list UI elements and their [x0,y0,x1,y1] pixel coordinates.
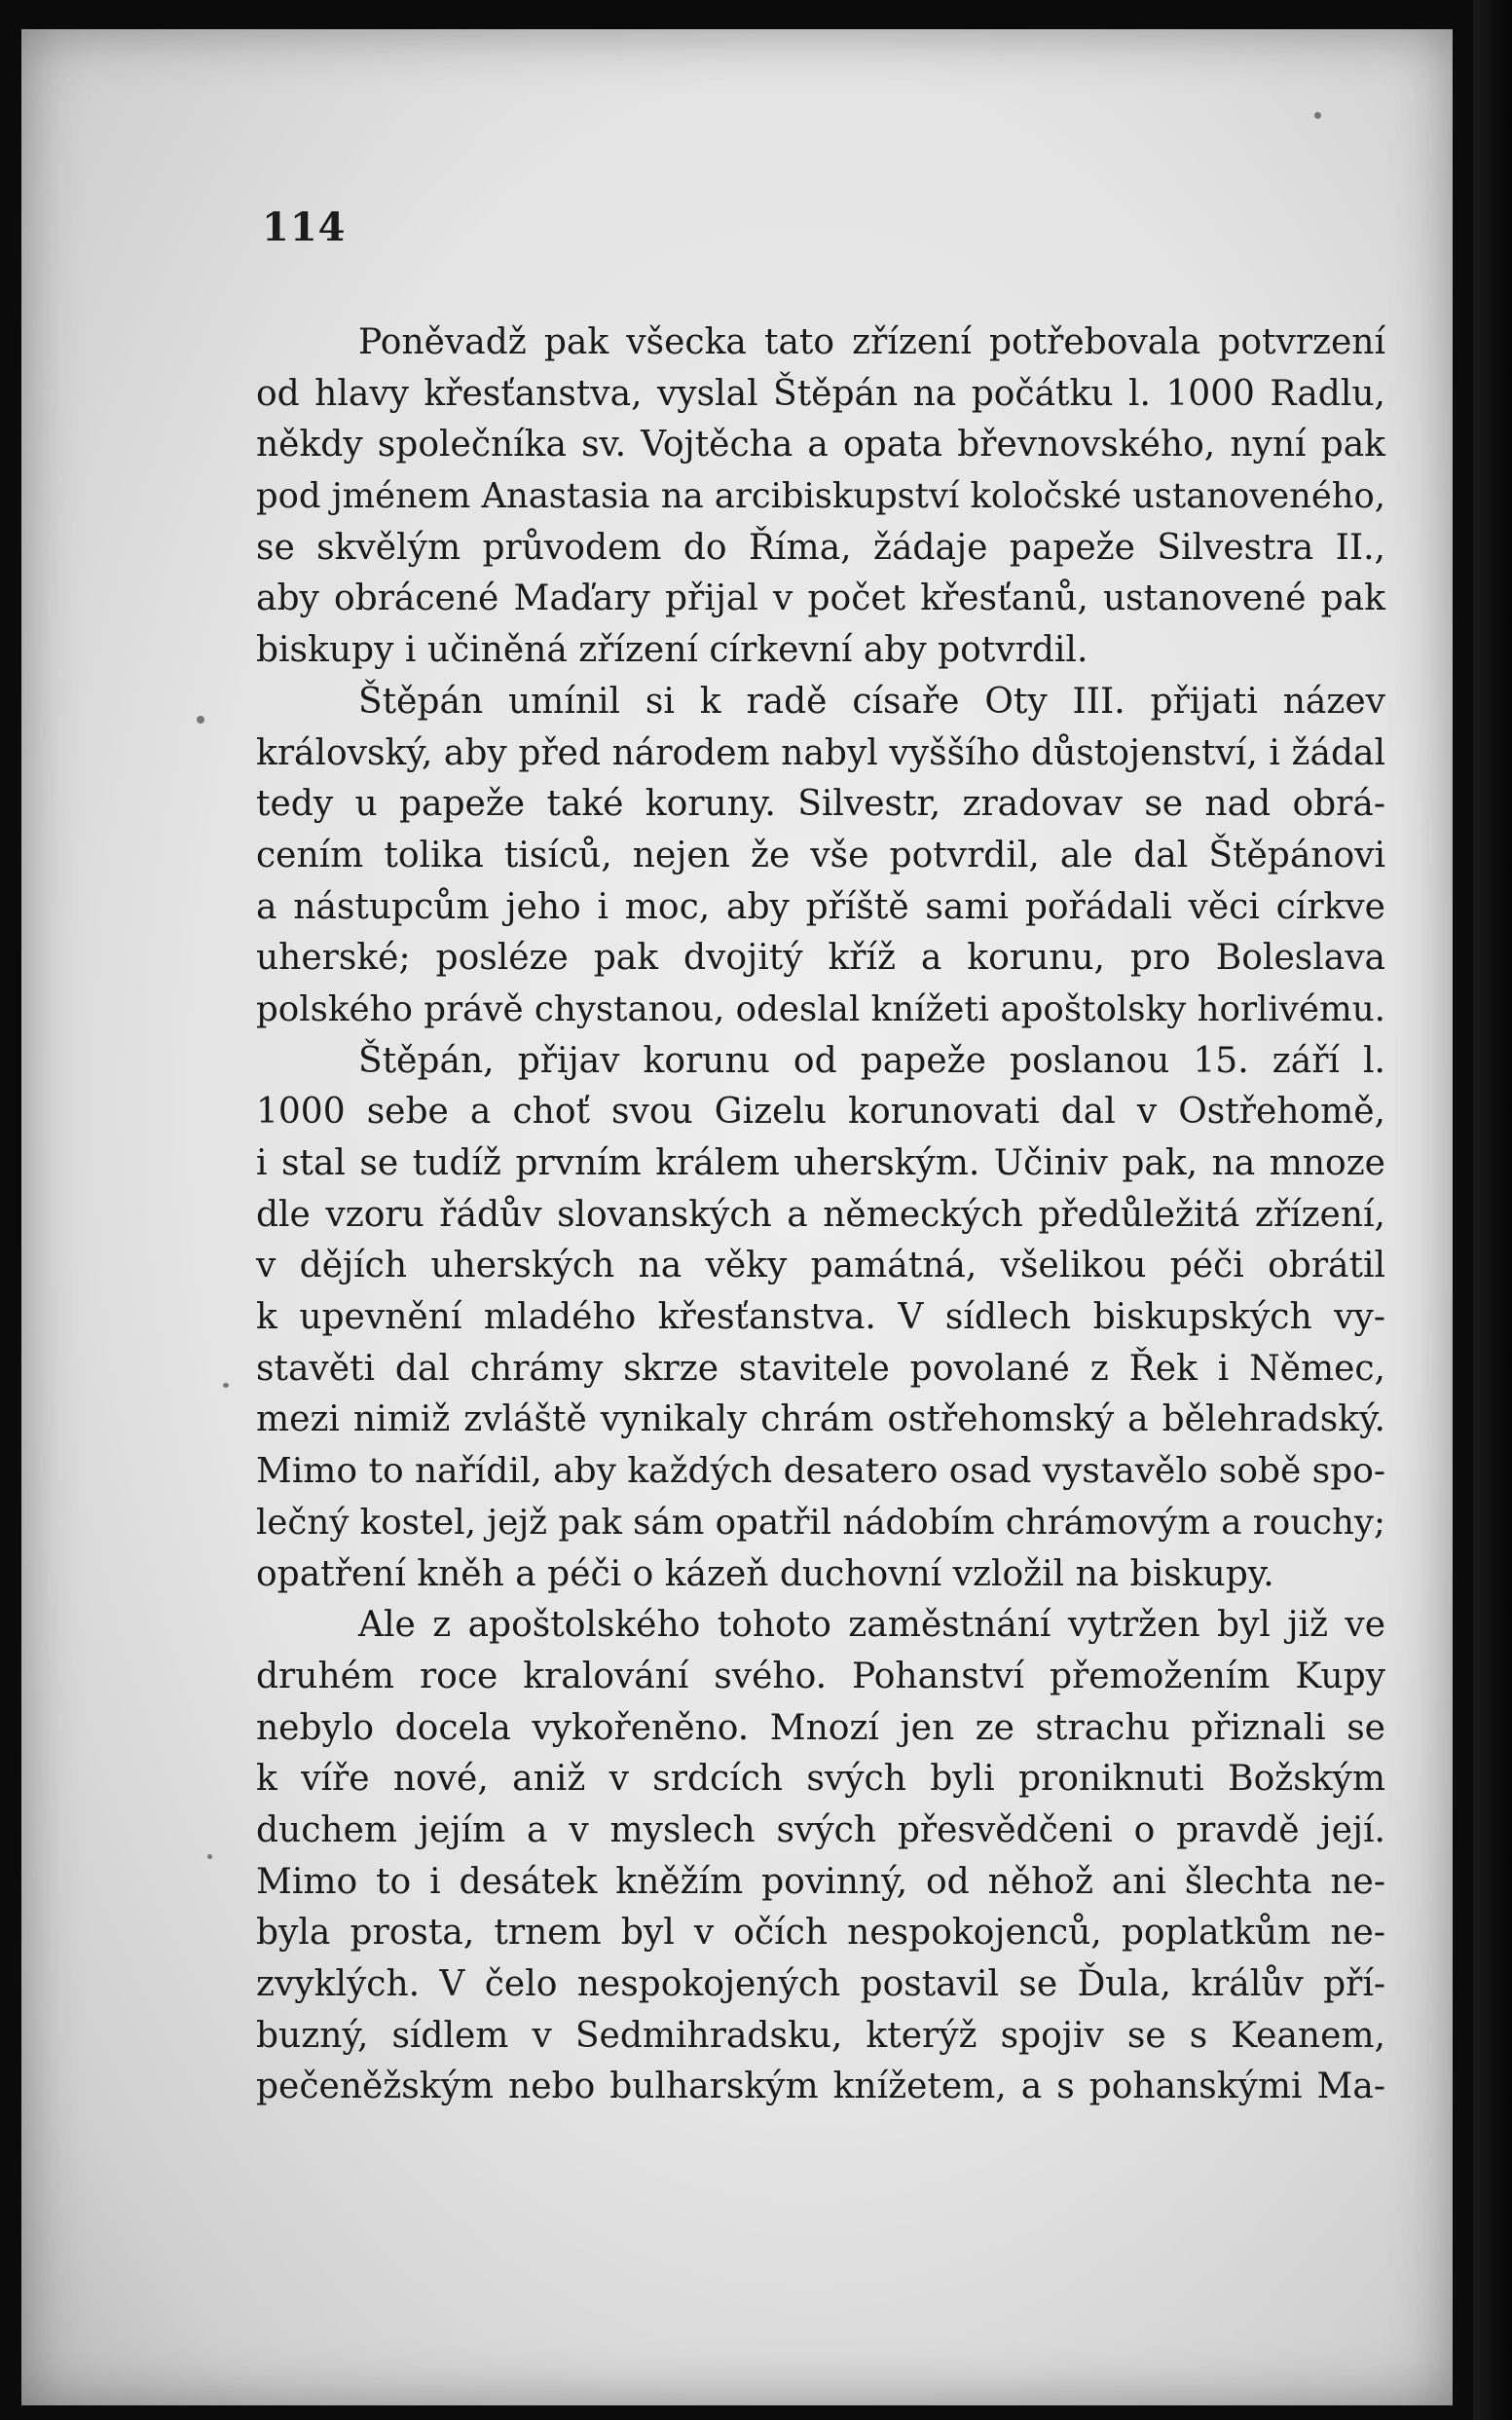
text-line: duchem jejím a v myslech svých přesvědčeni o pravdě její. [256,1809,1385,1850]
text-line: opatření kněh a péči o kázeň duchovní vzložil na biskupy. [256,1553,1274,1594]
text-line: buzný, sídlem v Sedmihradsku, kterýž spojiv se s Keanem, [256,2015,1385,2056]
text-line: biskupy i učiněná zřízení církevní aby potvrdil. [256,630,1088,671]
text-line: se skvělým průvodem do Říma, žádaje papeže Silvestra II., [256,527,1385,568]
body-text [256,317,1385,2113]
text-line: polského právě chystanou, odeslal knížeti apoštolsky horlivému. [256,988,1385,1029]
text-line: byla prosta, trnem byl v očích nespokojenců, poplatkům ne- [256,1913,1385,1954]
text-line: v dějích uherských na věky památná, všelikou péči obrátil [256,1246,1385,1286]
text-line: k upevnění mladého křesťanstva. V sídlech biskupských vy- [256,1297,1385,1338]
text-line: Ale z apoštolského tohoto zaměstnání vytržen byl již ve [358,1605,1385,1646]
text-line: pečeněžským nebo bulharským knížetem, a s pohanskými Ma- [256,2066,1385,2107]
text-line: nebylo docela vykořeněno. Mnozí jen ze strachu přiznali se [256,1707,1385,1748]
text-line: Štěpán umínil si k radě císaře Oty III. přijati název [358,681,1385,722]
dust-speck [197,716,204,724]
text-line: 1000 sebe a choť svou Gizelu korunovati dal v Ostřehomě, [256,1092,1385,1133]
text-line: pod jménem Anastasia na arcibiskupství koločské ustanoveného, [256,476,1385,517]
text-line: i stal se tudíž prvním králem uherským. Učiniv pak, na mnoze [256,1143,1385,1183]
text-line: cením tolika tisíců, nejen že vše potvrdil, ale dal Štěpánovi [256,835,1385,875]
dust-speck [1314,112,1321,119]
text-line: druhém roce kralování svého. Pohanství přemožením Kupy [256,1656,1385,1696]
dust-speck [207,1854,212,1859]
scan-edge [1473,0,1512,2420]
text-line: mezi nimiž zvláště vynikaly chrám ostřehomský a bělehradský. [256,1399,1385,1440]
text-line: někdy společníka sv. Vojtěcha a opata břevnovského, nyní pak [256,425,1385,465]
text-line: Štěpán, přijav korunu od papeže poslanou 15. září l. [358,1040,1385,1081]
text-line: zvyklých. V čelo nespokojených postavil se Ďula, králův pří- [256,1964,1385,2004]
text-line: uherské; posléze pak dvojitý kříž a korunu, pro Boleslava [256,938,1385,979]
text-line: Mimo to i desátek kněžím povinný, od něhož ani šlechta ne- [256,1861,1385,1902]
text-line: Poněvadž pak všecka tato zřízení potřebovala potvrzení [358,322,1385,362]
text-line: k víře nové, aniž v srdcích svých byli proniknuti Božským [256,1759,1385,1800]
page-number: 114 [262,205,347,250]
text-line: od hlavy křesťanstva, vyslal Štěpán na počátku l. 1000 Radlu, [256,373,1385,414]
text-line: a nástupcům jeho i moc, aby příště sami pořádali věci církve [256,886,1385,927]
text-line: Mimo to nařídil, aby každých desatero osad vystavělo sobě spo- [256,1451,1385,1492]
text-line: aby obrácené Maďary přijal v počet křesťanů, ustanovené pak [256,578,1385,619]
text-line: lečný kostel, jejž pak sám opatřil nádobím chrámovým a rouchy; [256,1502,1385,1543]
dust-speck [223,1383,229,1388]
text-line: dle vzoru řádův slovanských a německých předůležitá zřízení, [256,1194,1385,1235]
text-line: tedy u papeže také koruny. Silvestr, zradovav se nad obrá- [256,784,1385,825]
text-line: stavěti dal chrámy skrze stavitele povolané z Řek i Němec, [256,1348,1385,1389]
text-line: královský, aby před národem nabyl vyššího důstojenství, i žádal [256,732,1385,773]
